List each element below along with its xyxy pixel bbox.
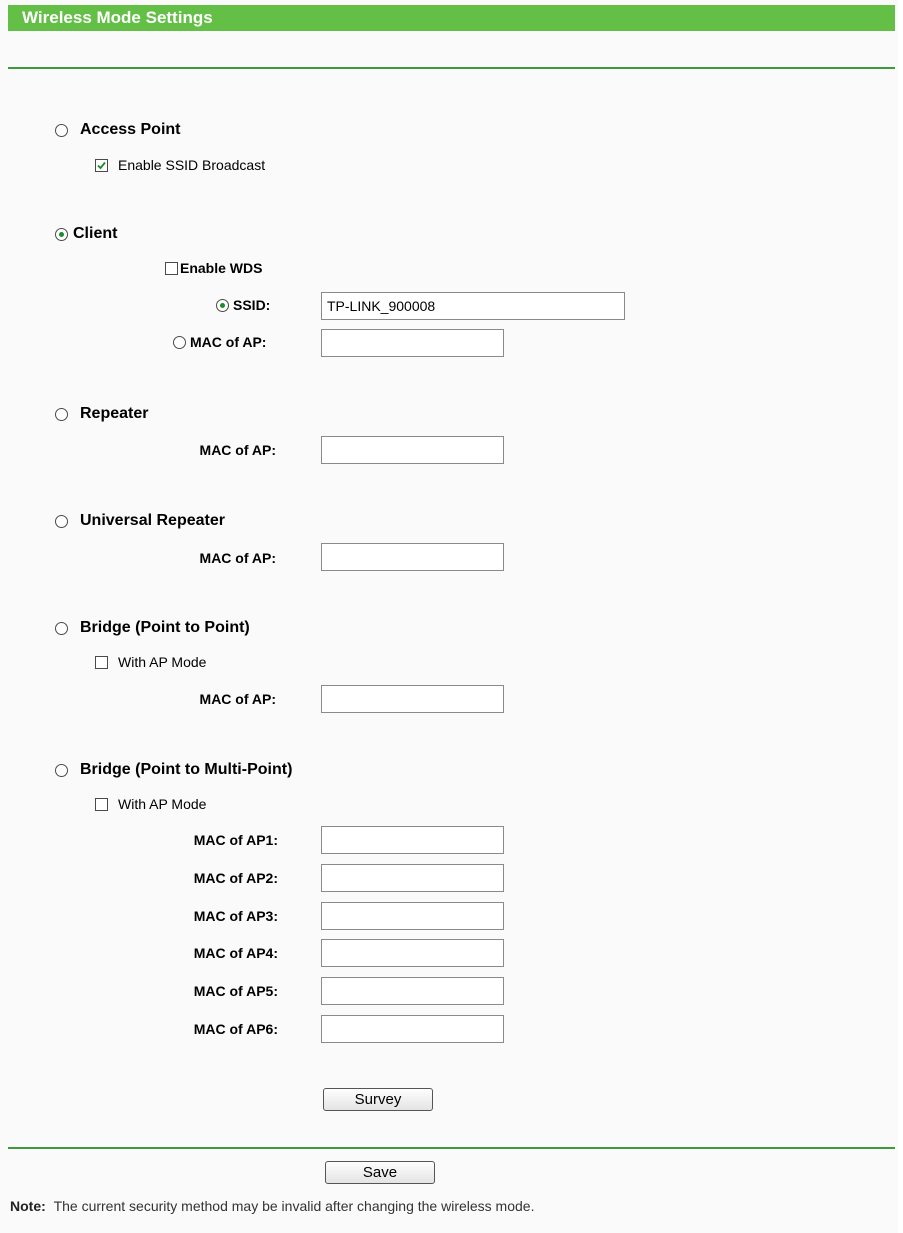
note-prefix: Note: xyxy=(10,1198,46,1214)
mac-ap1-label: MAC of AP1: xyxy=(193,832,278,848)
bridge-p2mp-label: Bridge (Point to Multi-Point) xyxy=(80,761,293,778)
ssid-input[interactable] xyxy=(321,292,625,320)
repeater-mac-label: MAC of AP: xyxy=(199,442,276,458)
mac-ap4-label: MAC of AP4: xyxy=(193,945,278,961)
bridge-p2mp-ap-mode-label: With AP Mode xyxy=(118,796,207,812)
bridge-p2p-label: Bridge (Point to Point) xyxy=(80,619,250,636)
repeater-label: Repeater xyxy=(80,405,149,422)
radio-client-mac[interactable] xyxy=(173,336,186,349)
ssid-label: SSID: xyxy=(233,297,271,313)
page-title: Wireless Mode Settings xyxy=(22,8,213,27)
note-text xyxy=(10,1198,534,1214)
universal-repeater-label: Universal Repeater xyxy=(80,512,225,529)
mac-ap3-input[interactable] xyxy=(321,902,504,930)
bridge-p2p-ap-mode-checkbox[interactable] xyxy=(95,656,108,669)
enable-wds-checkbox[interactable] xyxy=(165,262,178,275)
mac-ap5-input[interactable] xyxy=(321,977,504,1005)
radio-access-point[interactable] xyxy=(55,124,68,137)
note-body: The current security method may be invalid after changing the wireless mode. xyxy=(53,1198,535,1214)
bridge-p2p-mac-input[interactable] xyxy=(321,685,504,713)
bridge-p2p-mac-label: MAC of AP: xyxy=(199,691,276,707)
page-title-bar xyxy=(8,5,895,31)
client-mac-label: MAC of AP: xyxy=(190,334,267,350)
enable-ssid-broadcast-label: Enable SSID Broadcast xyxy=(118,157,266,173)
client-mac-input[interactable] xyxy=(321,329,504,357)
radio-client[interactable] xyxy=(55,228,68,241)
radio-client-ssid[interactable] xyxy=(216,299,229,312)
mac-ap5-label: MAC of AP5: xyxy=(193,983,278,999)
mac-ap2-input[interactable] xyxy=(321,864,504,892)
mac-ap4-input[interactable] xyxy=(321,939,504,967)
survey-button[interactable]: Survey xyxy=(323,1088,433,1111)
bridge-p2p-ap-mode-label: With AP Mode xyxy=(118,654,207,670)
mac-ap2-label: MAC of AP2: xyxy=(193,870,278,886)
save-button[interactable]: Save xyxy=(325,1161,435,1184)
check-icon xyxy=(96,160,107,171)
access-point-label: Access Point xyxy=(80,121,181,138)
repeater-mac-input[interactable] xyxy=(321,436,504,464)
bridge-p2mp-ap-mode-checkbox[interactable] xyxy=(95,798,108,811)
mac-ap6-input[interactable] xyxy=(321,1015,504,1043)
mac-ap3-label: MAC of AP3: xyxy=(193,908,278,924)
universal-repeater-mac-label: MAC of AP: xyxy=(199,550,276,566)
enable-wds-label: Enable WDS xyxy=(180,260,263,276)
universal-repeater-mac-input[interactable] xyxy=(321,543,504,571)
radio-bridge-p2p[interactable] xyxy=(55,622,68,635)
radio-universal-repeater[interactable] xyxy=(55,515,68,528)
client-label: Client xyxy=(73,225,118,242)
radio-bridge-p2mp[interactable] xyxy=(55,764,68,777)
mac-ap1-input[interactable] xyxy=(321,826,504,854)
radio-repeater[interactable] xyxy=(55,408,68,421)
enable-ssid-broadcast-checkbox[interactable] xyxy=(95,159,108,172)
mac-ap6-label: MAC of AP6: xyxy=(193,1021,278,1037)
divider-bottom xyxy=(8,1147,895,1149)
divider-top xyxy=(8,67,895,69)
